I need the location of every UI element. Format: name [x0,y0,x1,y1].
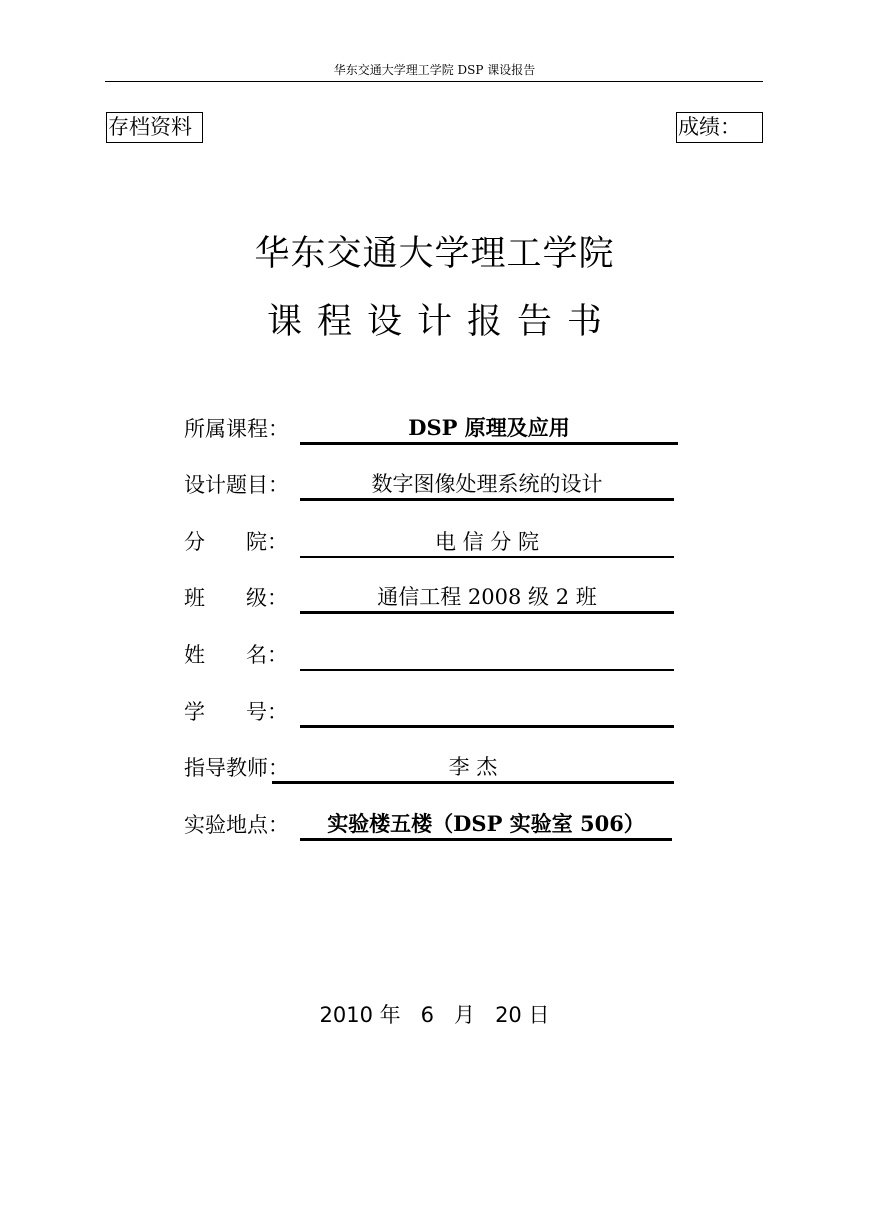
topic-label: 设计题目： [184,473,289,497]
name-value[interactable] [300,641,674,671]
class-label-second: 级： [246,586,288,610]
topic-value[interactable]: 数字图像处理系统的设计 [300,470,674,501]
field-division [184,518,674,558]
field-location [184,801,672,841]
running-header-title: 华东交通大学理工学院 DSP 课设报告 [333,63,536,77]
name-label-second: 名： [246,643,288,667]
school-title: 华东交通大学理工学院 [254,234,615,274]
field-class [184,574,674,614]
name-label [184,641,288,669]
location-value[interactable]: 实验楼五楼（DSP 实验室 506） [300,810,672,841]
course-label: 所属课程： [184,417,289,441]
class-label-first: 班 [184,586,205,610]
report-title: 课程设计报告书 [266,302,617,342]
name-label-first: 姓 [184,643,205,667]
class-value[interactable]: 通信工程 2008 级 2 班 [300,583,674,614]
header-divider [105,81,763,82]
field-student-id [184,688,674,728]
field-topic [184,461,674,501]
field-course [184,405,678,445]
advisor-label: 指导教师： [184,756,289,780]
report-date: 2010 年 6 月 20 日 [319,1003,550,1027]
grade-field-box[interactable]: 成绩： [676,112,763,143]
field-advisor [184,744,674,784]
course-value[interactable]: DSP 原理及应用 [300,414,678,445]
student-id-label-first: 学 [184,700,205,724]
division-label-second: 院： [246,530,288,554]
student-id-value[interactable] [300,697,674,728]
class-label [184,584,288,612]
location-label: 实验地点： [184,813,289,837]
division-label [184,528,288,556]
division-value[interactable]: 电 信 分 院 [300,528,674,558]
division-label-first: 分 [184,530,205,554]
archive-label-box: 存档资料 [106,112,203,143]
advisor-value[interactable]: 李 杰 [272,753,674,784]
student-id-label-second: 号： [246,700,288,724]
field-name [184,631,674,671]
student-id-label [184,698,288,726]
